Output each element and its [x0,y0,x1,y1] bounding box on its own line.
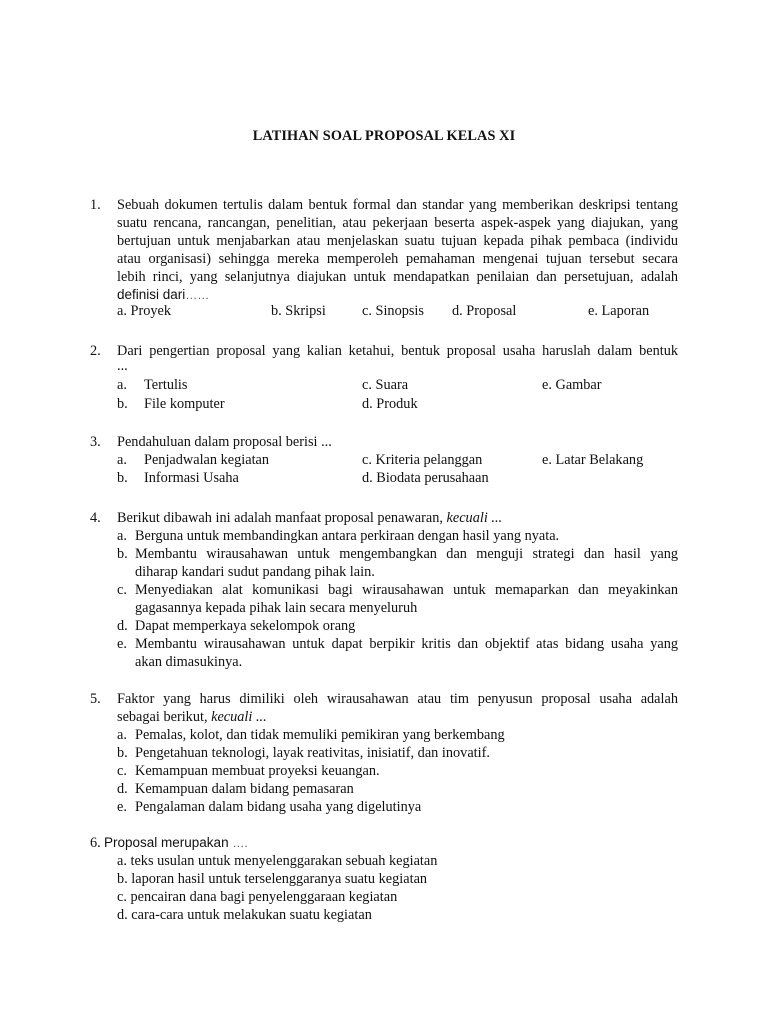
option-text [135,726,678,744]
question-number: 6. [90,835,101,851]
option-text [135,617,678,635]
question-number: 1. [90,197,101,213]
option-c: c. pencairan dana bagi penyelenggaraan kegiatan [117,889,398,905]
option-b: b. Skripsi [271,303,326,319]
stem-last-text: definisi dari [117,287,186,302]
option-b: Informasi Usaha [144,470,239,486]
option-a: Tertulis [144,377,188,393]
question-stem [117,509,502,527]
question-stem [117,690,678,726]
option-text [135,744,678,762]
option-line: Pengetahuan teknologi, layak reativitas, inisiatif, dan inovatif. [135,745,490,761]
option-label: a. [117,727,127,743]
page-title: LATIHAN SOAL PROPOSAL KELAS XI [252,128,516,144]
option-c: c. Suara [362,377,409,393]
option-line: diharap kandari sudut pandang pihak lain. [135,564,375,580]
question-number: 5. [90,691,101,707]
option-label: c. [117,763,127,779]
option-b: File komputer [144,396,225,412]
stem-text: Proposal merupakan [104,835,229,850]
option-line: Kemampuan membuat proyeksi keuangan. [135,763,380,779]
option-d: d. Produk [362,396,418,412]
option-text [135,635,678,671]
option-line: Pengalaman dalam bidang usaha yang digelutinya [135,799,422,815]
option-line: Pemalas, kolot, dan tidak memuliki pemikiran yang berkembang [135,727,505,743]
option-line: Membantu wirausahawan untuk mengembangkan dan menguji strategi dan hasil yang [135,546,678,562]
stem-line: suatu rencana, rancangan, penelitian, atau pekerjaan beserta aspek-aspek yang diajukan, yang [117,215,678,231]
option-a-label: a. [117,452,127,468]
option-text [135,798,678,816]
option-text [135,545,678,581]
answer-dots: …… [185,288,210,302]
question-number: 4. [90,510,101,526]
stem-text: Berikut dibawah ini adalah manfaat proposal penawaran, [117,510,443,526]
stem-italic: kecuali ... [446,510,503,526]
option-a: Penjadwalan kegiatan [144,452,270,468]
option-line: Dapat memperkaya sekelompok orang [135,618,356,634]
stem-line: atau organisasi) sehingga mereka memperoleh pemahaman mengenai tujuan tersebut secara [117,251,678,267]
option-label: a. [117,528,127,544]
question-stem [117,342,678,372]
question-stem: Pendahuluan dalam proposal berisi ... [117,434,332,450]
stem-line: bertujuan untuk menjabarkan atau menjelaskan suatu tujuan kepada pihak pembaca (individu [117,233,678,249]
option-line: Berguna untuk membandingkan antara perkiraan dengan hasil yang nyata. [135,528,560,544]
answer-dots: …. [232,836,248,850]
option-c: c. Sinopsis [362,303,424,319]
option-line: Kemampuan dalam bidang pemasaran [135,781,354,797]
stem-line: Sebuah dokumen tertulis dalam bentuk formal dan standar yang memberikan deskripsi tentang [117,197,678,213]
option-e: e. Gambar [542,377,602,393]
option-b-label: b. [117,470,128,486]
option-text [135,527,678,545]
option-e: e. Laporan [588,303,650,319]
question-stem [117,196,678,304]
question-number: 2. [90,343,101,359]
option-label: e. [117,799,127,815]
option-line: gagasannya kepada pihak lain secara menyeluruh [135,600,418,616]
stem-line: Dari pengertian proposal yang kalian ketahui, bentuk proposal usaha haruslah dalam bentuk [117,343,678,359]
option-line: akan dimasukinya. [135,654,243,670]
option-label: b. [117,745,128,761]
stem-line [117,708,678,726]
option-b: b. laporan hasil untuk terselenggaranya suatu kegiatan [117,871,428,887]
option-text [135,762,678,780]
option-label: d. [117,781,128,797]
question-number: 3. [90,434,101,450]
stem-line: lebih rinci, yang selanjutnya diajukan untuk mendapatkan penilaian dan persetujuan, adalah [117,269,678,285]
option-a: a. teks usulan untuk menyelenggarakan sebuah kegiatan [117,853,438,869]
option-text [135,581,678,617]
option-label: b. [117,546,128,562]
option-label: e. [117,636,127,652]
option-label: d. [117,618,128,634]
option-b-label: b. [117,396,128,412]
option-a: a. Proyek [117,303,171,319]
option-a-label: a. [117,377,127,393]
stem-italic: kecuali ... [211,709,267,725]
option-text [135,780,678,798]
option-d: d. Biodata perusahaan [362,470,489,486]
option-d: d. cara-cara untuk melakukan suatu kegiatan [117,907,372,923]
option-line: Membantu wirausahawan untuk dapat berpikir kritis dan objektif atas bidang usaha yang [135,636,678,652]
stem-line: Faktor yang harus dimiliki oleh wirausahawan atau tim penyusun proposal usaha adalah [117,691,678,707]
option-label: c. [117,582,127,598]
option-line: Menyediakan alat komunikasi bagi wirausahawan untuk memaparkan dan meyakinkan [135,582,678,598]
option-d: d. Proposal [452,303,517,319]
stem-line: ... [117,358,128,374]
stem-text: sebagai berikut, [117,709,208,725]
option-c: c. Kriteria pelanggan [362,452,483,468]
option-e: e. Latar Belakang [542,452,644,468]
question-stem [104,834,248,852]
